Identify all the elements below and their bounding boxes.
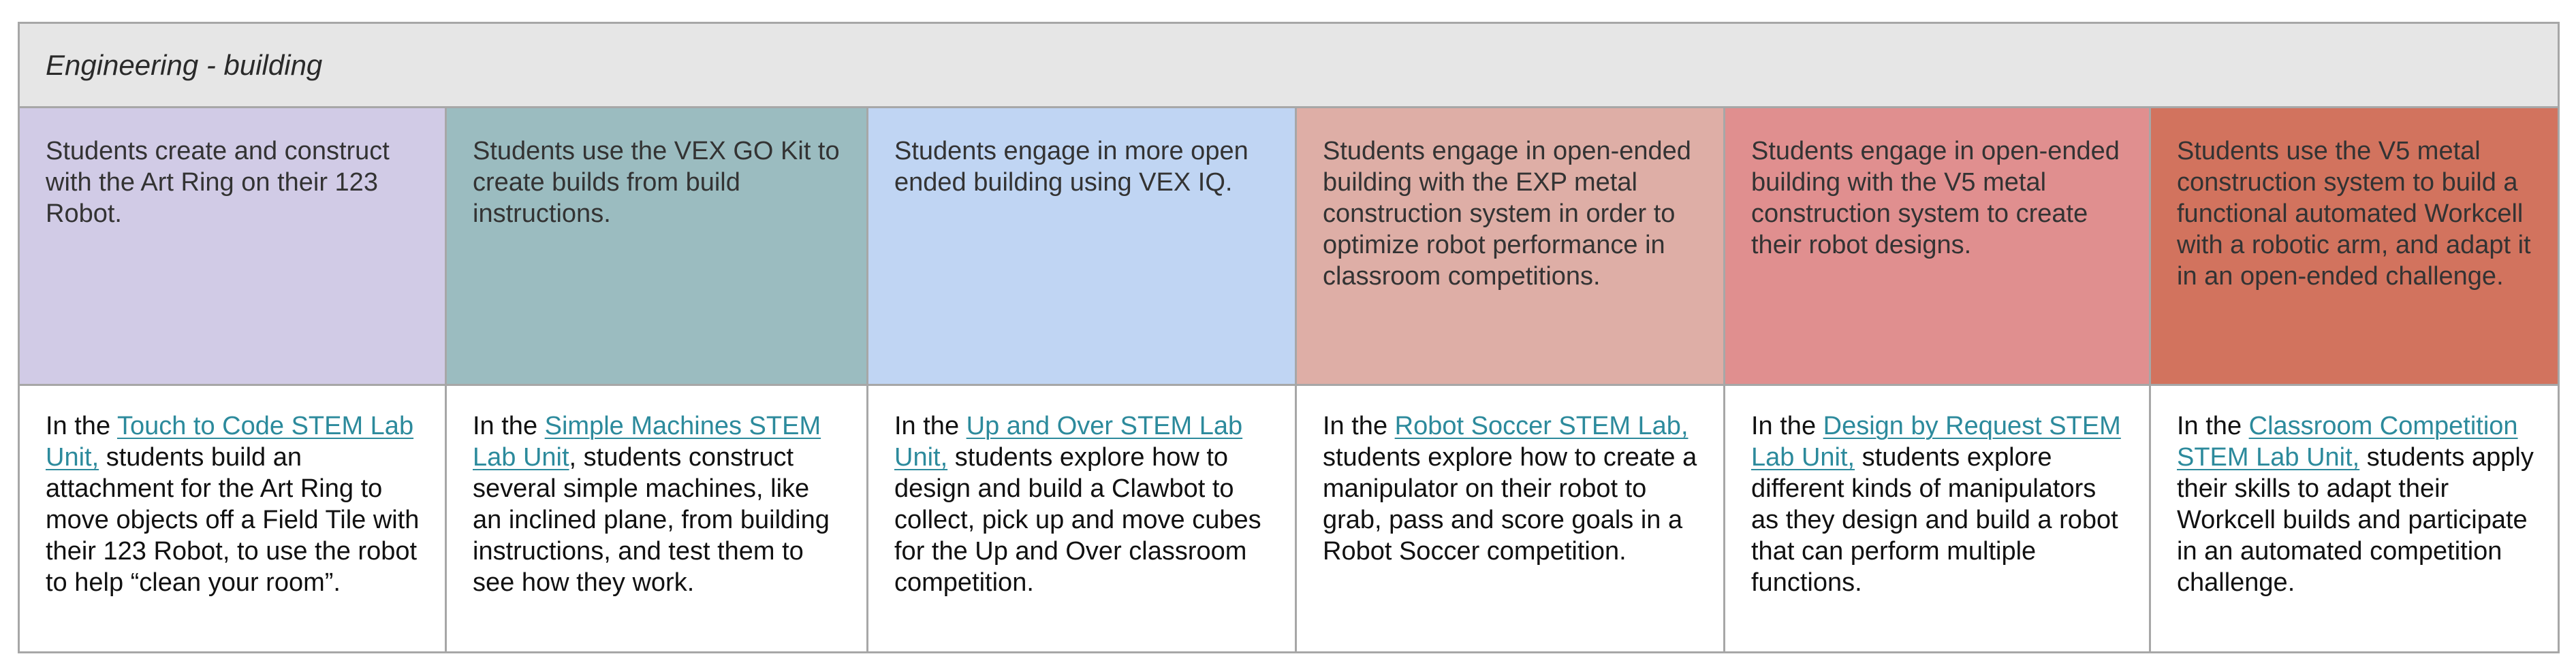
summary-cell-go	[447, 108, 868, 386]
design-by-request-link[interactable]: Design by Request STEM Lab Unit,	[1751, 412, 2121, 472]
detail-text: students explore how to design and build a Clawbot to collect, pick up and move cubes for the Up and Over classroom competition.	[894, 443, 1261, 597]
robot-soccer-link[interactable]: Robot Soccer STEM Lab,	[1394, 412, 1688, 440]
detail-cell-123	[20, 386, 447, 651]
detail-text: , students construct several simple machines, like an inclined plane, from building instructions, and test them to see how they work.	[473, 443, 830, 597]
summary-cell-123	[20, 108, 447, 386]
classroom-competition-link[interactable]: Classroom Competition STEM Lab Unit,	[2177, 412, 2518, 472]
summary-text: Students use the V5 metal construction system to build a functional automated Workcell with a robotic arm, and adapt it in an open-ended challenge.	[2177, 137, 2531, 291]
summary-text: Students engage in open-ended building with the EXP metal construction system in order to optimize robot performance in classroom competitions.	[1323, 137, 1691, 291]
summary-cell-exp	[1297, 108, 1725, 386]
detail-prefix: In the	[894, 412, 967, 440]
touch-to-code-link[interactable]: Touch to Code STEM Lab Unit,	[46, 412, 414, 472]
detail-prefix: In the	[2177, 412, 2249, 440]
summary-text: Students create and construct with the Art Ring on their 123 Robot.	[46, 137, 390, 228]
detail-cell-exp	[1297, 386, 1725, 651]
up-and-over-link[interactable]: Up and Over STEM Lab Unit,	[894, 412, 1243, 472]
detail-prefix: In the	[473, 412, 545, 440]
detail-cell-iq	[868, 386, 1297, 651]
detail-prefix: In the	[46, 412, 117, 440]
engineering-building-table	[18, 22, 2560, 653]
summary-text: Students engage in open-ended building with the V5 metal construction system to create their robot designs.	[1751, 137, 2120, 259]
detail-text: students apply their skills to adapt their Workcell builds and participate in an automated competition challenge.	[2177, 443, 2534, 597]
detail-cell-v5-workcell	[2151, 386, 2558, 651]
detail-text: students explore how to create a manipulator on their robot to grab, pass and score goals in a Robot Soccer competition.	[1323, 443, 1697, 566]
summary-text: Students use the VEX GO Kit to create builds from build instructions.	[473, 137, 840, 228]
detail-prefix: In the	[1751, 412, 1823, 440]
detail-prefix: In the	[1323, 412, 1395, 440]
summary-cell-v5	[1725, 108, 2151, 386]
detail-text: students explore different kinds of manipulators as they design and build a robot that can perform multiple functions.	[1751, 443, 2118, 597]
summary-cell-v5-workcell	[2151, 108, 2558, 386]
summary-cell-iq	[868, 108, 1297, 386]
table-title: Engineering - building	[46, 48, 323, 81]
detail-cell-v5	[1725, 386, 2151, 651]
summary-text: Students engage in more open ended building using VEX IQ.	[894, 137, 1248, 197]
detail-cell-go	[447, 386, 868, 651]
detail-text: students build an attachment for the Art Ring to move objects off a Field Tile with their 123 Robot, to use the robot to help “clean your room”.	[46, 443, 420, 597]
simple-machines-link[interactable]: Simple Machines STEM Lab Unit	[473, 412, 821, 472]
table-header	[20, 24, 2558, 108]
